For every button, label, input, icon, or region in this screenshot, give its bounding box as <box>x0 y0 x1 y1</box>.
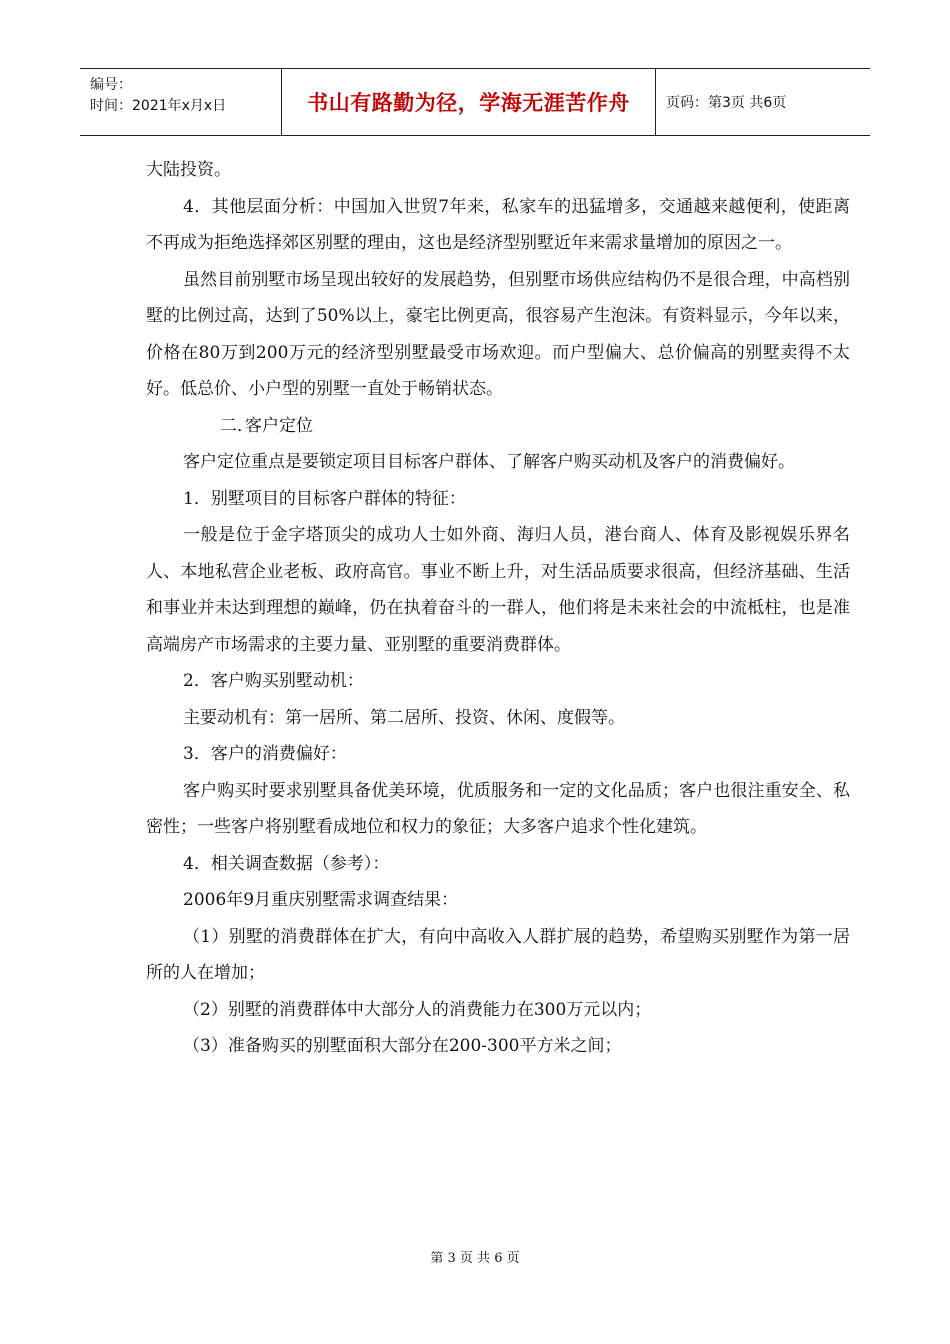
paragraph: 虽然目前别墅市场呈现出较好的发展趋势，但别墅市场供应结构仍不是很合理，中高档别墅的比例过高，达到了50%以上，豪宅比例更高，很容易产生泡沫。有资料显示，今年以来，价格在80万到200万元的经济型别墅最受市场欢迎。而户型偏大、总价偏高的别墅卖得不太好。低总价、小户型的别墅一直处于畅销状态。 <box>146 269 850 399</box>
page-header <box>80 68 870 136</box>
list-item: （1）别墅的消费群体在扩大，有向中高收入人群扩展的趋势，希望购买别墅作为第一居所的人在增加； <box>146 926 850 983</box>
paragraph: 2006年9月重庆别墅需求调查结果： <box>183 890 459 910</box>
list-item: （2）别墅的消费群体中大部分人的消费能力在300万元以内； <box>183 999 652 1020</box>
header-motto: 书山有路勤为径，学海无涯苦作舟 <box>307 91 630 115</box>
header-meta <box>80 69 282 135</box>
page-footer: 第 3 页 共 6 页 <box>430 1251 520 1266</box>
document-body <box>146 152 850 1065</box>
section-number: 二． <box>220 415 254 436</box>
subheading: 1．别墅项目的目标客户群体的特征： <box>183 488 466 509</box>
section-title: 客户定位 <box>245 415 313 436</box>
paragraph: 4．其他层面分析：中国加入世贸7年来，私家车的迅猛增多，交通越来越便利，使距离不再成为拒绝选择郊区别墅的理由，这也是经济型别墅近年来需求量增加的原因之一。 <box>146 196 850 253</box>
paragraph: 客户定位重点是要锁定项目目标客户群体、了解客户购买动机及客户的消费偏好。 <box>183 452 795 472</box>
document-time-label: 时间：2021年x月x日 <box>90 98 227 114</box>
subheading: 4．相关调查数据（参考）： <box>183 853 390 874</box>
header-page-code-cell <box>656 69 870 135</box>
paragraph: 主要动机有：第一居所、第二居所、投资、休闲、度假等。 <box>183 707 625 728</box>
paragraph: 一般是位于金字塔顶尖的成功人士如外商、海归人员，港台商人、体育及影视娱乐界名人、本地私营企业老板、政府高官。事业不断上升，对生活品质要求很高，但经济基础、生活和事业并未达到理想的巅峰，仍在执着奋斗的一群人，他们将是未来社会的中流柢柱，也是准高端房产市场需求的主要力量、亚别墅的重要消费群体。 <box>146 525 850 655</box>
header-motto-cell <box>282 69 656 135</box>
paragraph: 客户购买时要求别墅具备优美环境，优质服务和一定的文化品质；客户也很注重安全、私密性；一些客户将别墅看成地位和权力的象征；大多客户追求个性化建筑。 <box>146 780 850 837</box>
header-page-code: 页码：第3页 共6页 <box>666 95 787 111</box>
section-heading <box>146 408 850 445</box>
list-item: （3）准备购买的别墅面积大部分在200-300平方米之间； <box>183 1036 622 1056</box>
subheading: 2．客户购买别墅动机： <box>183 671 364 691</box>
paragraph: 大陆投资。 <box>146 160 231 180</box>
document-number-label: 编号： <box>90 77 132 93</box>
subheading: 3．客户的消费偏好： <box>183 744 347 764</box>
